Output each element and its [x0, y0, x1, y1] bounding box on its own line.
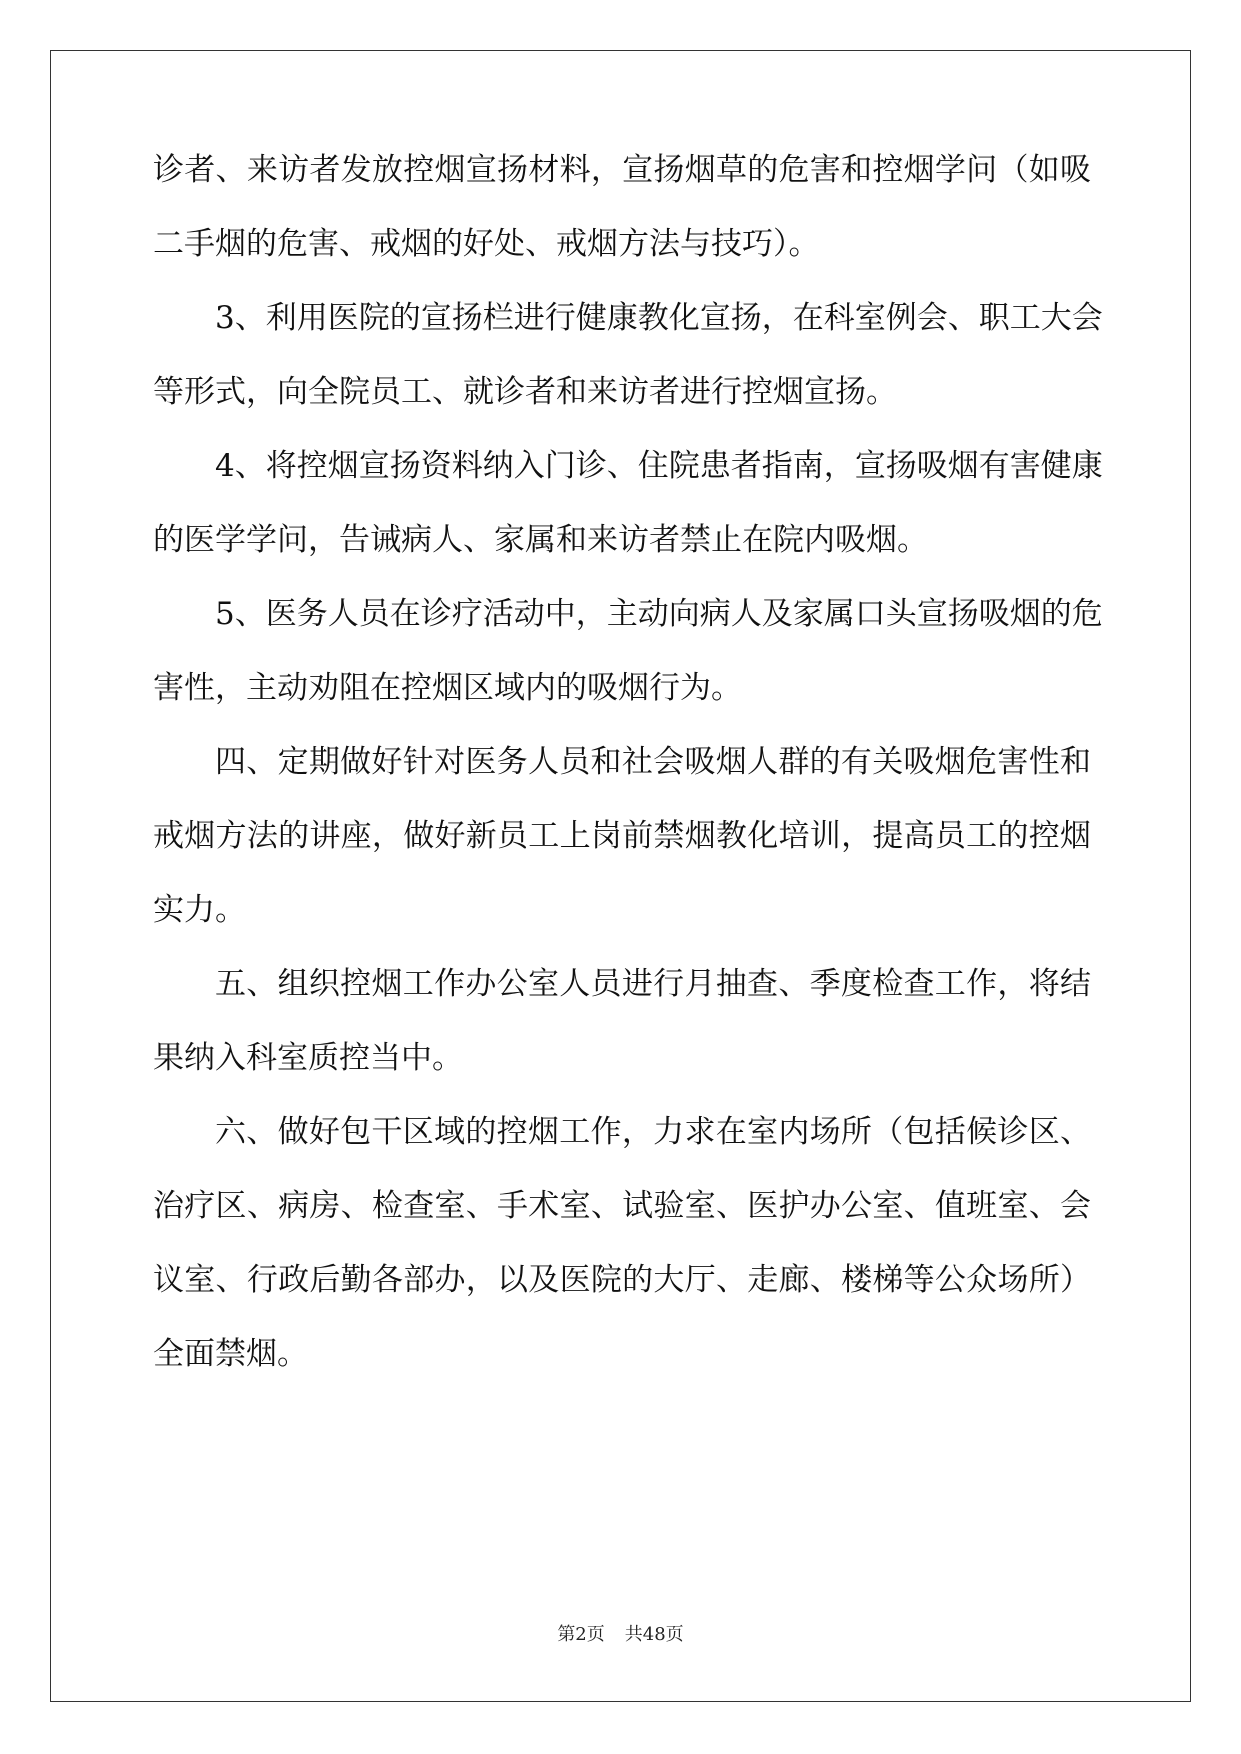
text-line: 治疗区、病房、检查室、手术室、试验室、医护办公室、值班室、会	[153, 1188, 1091, 1224]
text-line: 的医学学问，告诫病人、家属和来访者禁止在院内吸烟。	[153, 522, 928, 558]
page-footer	[0, 1623, 1241, 1647]
paragraph-first-line: 4、将控烟宣扬资料纳入门诊、住院患者指南，宣扬吸烟有害健康	[215, 448, 1103, 484]
text-line: 实力。	[153, 892, 246, 928]
paragraph-first-line: 五、组织控烟工作办公室人员进行月抽查、季度检查工作，将结	[215, 966, 1091, 1002]
paragraph-first-line: 四、定期做好针对医务人员和社会吸烟人群的有关吸烟危害性和	[215, 744, 1091, 780]
text-line: 诊者、来访者发放控烟宣扬材料，宣扬烟草的危害和控烟学问（如吸	[153, 152, 1091, 188]
text-line: 等形式，向全院员工、就诊者和来访者进行控烟宣扬。	[153, 374, 897, 410]
paragraph-first-line: 3、利用医院的宣扬栏进行健康教化宣扬，在科室例会、职工大会	[215, 300, 1103, 336]
page-number: 第2页	[557, 1624, 605, 1645]
text-line: 戒烟方法的讲座，做好新员工上岗前禁烟教化培训，提高员工的控烟	[153, 818, 1091, 854]
text-line: 议室、行政后勤各部办，以及医院的大厅、走廊、楼梯等公众场所）	[153, 1262, 1091, 1298]
text-line: 果纳入科室质控当中。	[153, 1040, 463, 1076]
text-line: 害性，主动劝阻在控烟区域内的吸烟行为。	[153, 670, 742, 706]
text-line: 二手烟的危害、戒烟的好处、戒烟方法与技巧）。	[153, 226, 820, 262]
text-line: 全面禁烟。	[153, 1336, 308, 1372]
paragraph-first-line: 六、做好包干区域的控烟工作，力求在室内场所（包括候诊区、	[215, 1114, 1091, 1150]
page-total: 共48页	[624, 1624, 684, 1645]
paragraph-first-line: 5、医务人员在诊疗活动中，主动向病人及家属口头宣扬吸烟的危	[215, 596, 1103, 632]
